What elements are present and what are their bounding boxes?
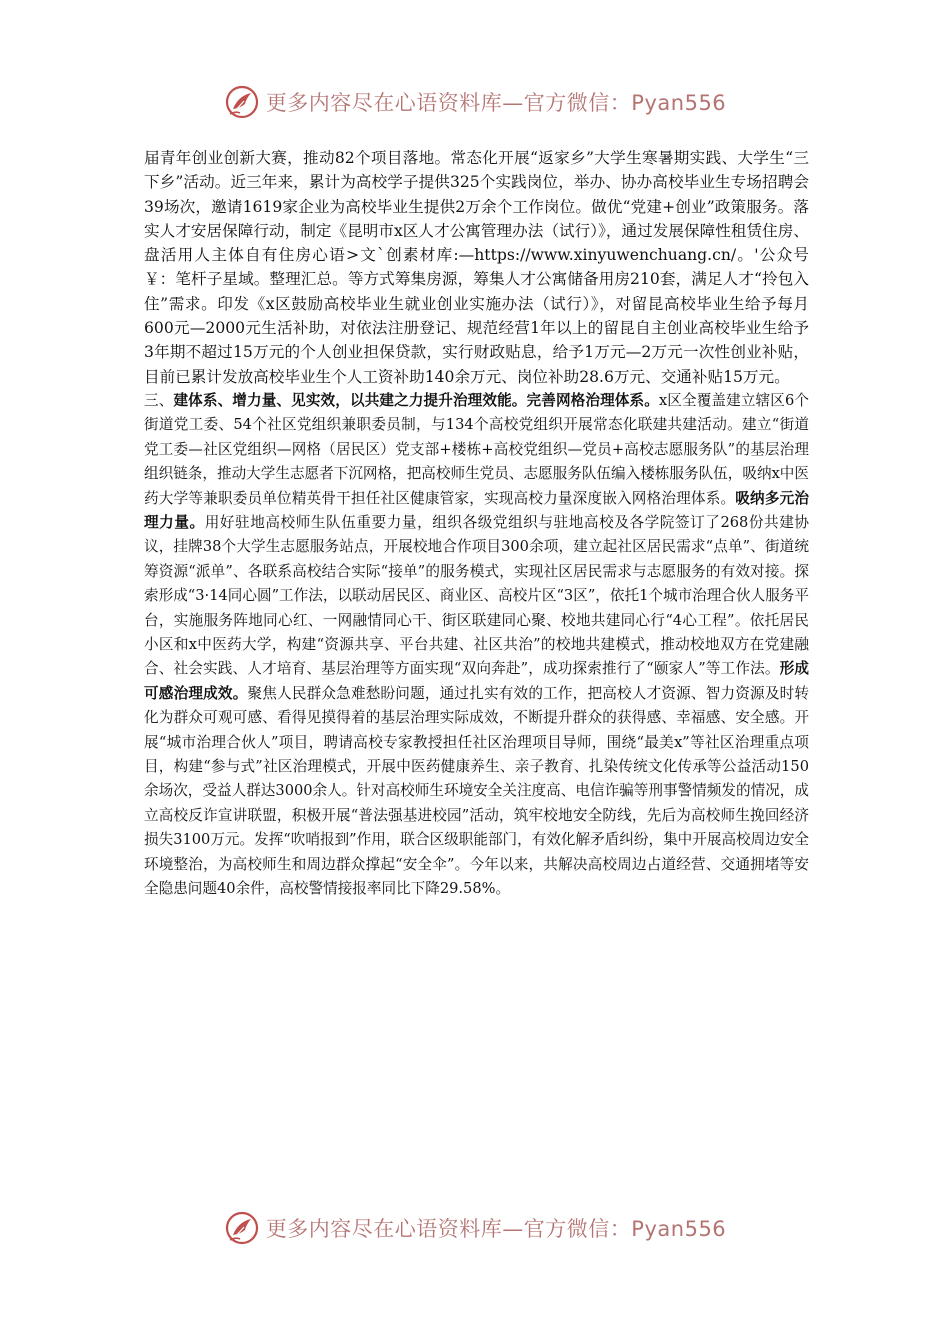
pen-logo-icon <box>224 1210 260 1246</box>
header-banner <box>0 84 950 120</box>
section-body-governance-results: 聚焦人民群众急难愁盼问题，通过扎实有效的工作，把高校人才资源、智力资源及时转化为群众可观可感、看得见摸得着的基层治理实际成效，不断提升群众的获得感、幸福感、安全感。开展“城市治理合伙人”项目，聘请高校专家教授担任社区治理项目导师，围绕“最美x”等社区治理重点项目，构建“参与式”社区治理模式，开展中医药健康养生、亲子教育、扎染传统文化传承等公益活动150余场次，受益人群达3000余人。针对高校师生环境安全关注度高、电信诈骗等刑事警情频发的情况，成立高校反诈宣讲联盟，积极开展“普法强基进校园”活动，筑牢校地安全防线，先后为高校师生挽回经济损失3100万元。发挥“吹哨报到”作用，联合区级职能部门，有效化解矛盾纠纷，集中开展高校周边安全环境整治，为高校师生和周边群众撑起“安全伞”。今年以来，共解决高校周边占道经营、交通拥堵等安全隐患问题40余件，高校警情接报率同比下降29.58%。 <box>144 684 810 898</box>
section-heading-grid-governance: 建体系、增力量、见实效，以共建之力提升治理效能。完善网格治理体系。 <box>173 391 659 409</box>
section-body-diverse-forces: 用好驻地高校师生队伍重要力量，组织各级党组织与驻地高校及各学院签订了268份共建协议，挂牌38个大学生志愿服务站点，开展校地合作项目300余项，建立起社区居民需求“点单”、街道统筹资源“派单”、各联系高校结合实际“接单”的服务模式，实现社区居民需求与志愿服务的有效对接。探索形成“3·14同心圆”工作法，以联动居民区、商业区、高校片区“3区”，依托1个城市治理合伙人服务平台，实施服务阵地同心红、一网融情同心干、街区联建同心聚、校地共建同心行“4心工程”。依托居民小区和x中医药大学，构建“资源共享、平台共建、社区共治”的校地共建模式，推动校地双方在党建融合、社会实践、人才培育、基层治理等方面实现“双向奔赴”，成功探索推行了“颐家人”等工作法。 <box>144 514 809 678</box>
section-heading-governance-results: 形成可感治理成效。 <box>144 660 809 702</box>
document-body <box>144 146 809 902</box>
section-number: 三、 <box>144 391 174 409</box>
footer-banner <box>0 1210 950 1246</box>
section-heading-diverse-forces: 吸纳多元治理力量。 <box>144 489 809 531</box>
header-banner-text: 更多内容尽在心语资料库—官方微信：Pyan556 <box>265 91 727 115</box>
pen-logo-icon <box>224 84 260 120</box>
paragraph-2 <box>144 389 809 902</box>
footer-banner-text: 更多内容尽在心语资料库—官方微信：Pyan556 <box>265 1217 727 1241</box>
paragraph-1: 届青年创业创新大赛，推动82个项目落地。常态化开展“返家乡”大学生寒暑期实践、大学生“三下乡”活动。近三年来，累计为高校学子提供325个实践岗位，举办、协办高校毕业生专场招聘会39场次，邀请1619家企业为高校毕业生提供2万余个工作岗位。做优“党建+创业”政策服务。落实人才安居保障行动，制定《昆明市x区人才公寓管理办法（试行）》，通过发展保障性租赁住房、盘活用人主体自有住房心语>文`创素材库:—https://www.xinyuwenchuang.cn/。'公众号￥：笔杆子星域。整理汇总。等方式筹集房源，筹集人才公寓储备用房210套，满足人才“拎包入住”需求。印发《x区鼓励高校毕业生就业创业实施办法（试行）》，对留昆高校毕业生给予每月600元—2000元生活补助，对依法注册登记、规范经营1年以上的留昆自主创业高校毕业生给予3年期不超过15万元的个人创业担保贷款，实行财政贴息，给予1万元—2万元一次性创业补贴，目前已累计发放高校毕业生个人工资补助140余万元、岗位补助28.6万元、交通补贴15万元。 <box>144 149 809 386</box>
section-body-grid-governance: x区全覆盖建立辖区6个街道党工委、54个社区党组织兼职委员制，与134个高校党组织开展常态化联建共建活动。建立“街道党工委—社区党组织—网格（居民区）党支部+楼栋+高校党组织—党员+高校志愿服务队”的基层治理组织链条，推动大学生志愿者下沉网格，把高校师生党员、志愿服务队伍编入楼栋服务队伍，吸纳x中医药大学等兼职委员单位精英骨干担任社区健康管家，实现高校力量深度嵌入网格治理体系。 <box>144 391 809 507</box>
